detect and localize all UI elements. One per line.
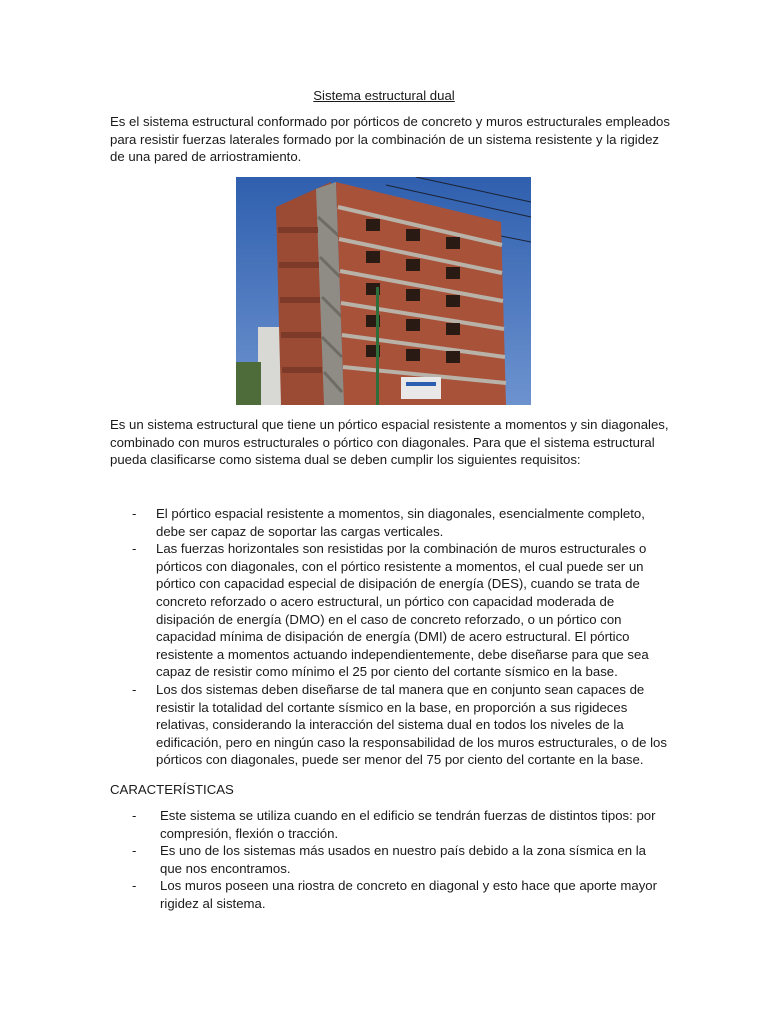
dash-bullet: - [132, 681, 137, 697]
list-item [110, 540, 670, 681]
building-illustration [236, 177, 531, 405]
document-title: Sistema estructural dual [313, 88, 455, 103]
list-item [110, 877, 670, 912]
list-item [110, 842, 670, 877]
requirements-intro-paragraph: Es un sistema estructural que tiene un pórtico espacial resistente a momentos y sin diagonales, combinado con muros estructurales o pórtico con diagonales. Para que el sistema estructural pueda clasificarse como sistema dual se deben cumplir los siguientes requisitos: [110, 417, 669, 468]
dash-bullet: - [132, 808, 137, 823]
requirement-text: El pórtico espacial resistente a momentos, sin diagonales, esencialmente completo, debe ser capaz de soportar las cargas verticales. [156, 506, 645, 539]
dash-bullet: - [132, 506, 137, 521]
characteristics-list [110, 807, 670, 913]
intro-paragraph: Es el sistema estructural conformado por pórticos de concreto y muros estructurales empleados para resistir fuerzas laterales formado por la combinación de un sistema resistente y la rigidez de una pared de arriostramiento. [110, 114, 670, 165]
characteristics-heading: CARACTERÍSTICAS [110, 782, 234, 797]
requirement-text: Los dos sistemas deben diseñarse de tal manera que en conjunto sean capaces de resistir la totalidad del cortante sísmico en la base, en proporción a sus rigideces relativas, considerando la interacción del sistema dual en todos los niveles de la edificación, pero en ningún caso la responsabilidad de los muros estructurales, o de los pórticos con diagonales, puede ser menor del 75 por ciento del cortante en la base. [156, 681, 667, 768]
dash-bullet: - [132, 541, 137, 557]
list-item [110, 681, 670, 769]
dash-bullet: - [132, 843, 137, 859]
requirements-list [110, 505, 670, 769]
requirement-text: Las fuerzas horizontales son resistidas por la combinación de muros estructurales o pórticos con diagonales, con el pórtico resistente a momentos, el cual puede ser un pórtico con capacidad especial de disipación de energía (DES), cuando se trata de concreto reforzado o acero estructural, un pórtico con capacidad moderada de disipación de energía (DMO) en el caso de concreto reforzado, o un pórtico con capacidad mínima de disipación de energía (DMI) de acero estructural. El pórtico resistente a momentos actuando independientemente, debe diseñarse para que sea capaz de resistir como mínimo el 25 por ciento del cortante sísmico en la base. [156, 541, 649, 680]
building-photo [236, 177, 531, 405]
characteristic-text: Este sistema se utiliza cuando en el edificio se tendrán fuerzas de distintos tipos: por compresión, flexión o tracción. [160, 808, 656, 841]
list-item [110, 807, 670, 842]
list-item [110, 505, 670, 540]
characteristic-text: Es uno de los sistemas más usados en nuestro país debido a la zona sísmica en la que nos encontramos. [160, 843, 647, 876]
dash-bullet: - [132, 878, 137, 894]
characteristic-text: Los muros poseen una riostra de concreto en diagonal y esto hace que aporte mayor rigidez al sistema. [160, 878, 658, 911]
